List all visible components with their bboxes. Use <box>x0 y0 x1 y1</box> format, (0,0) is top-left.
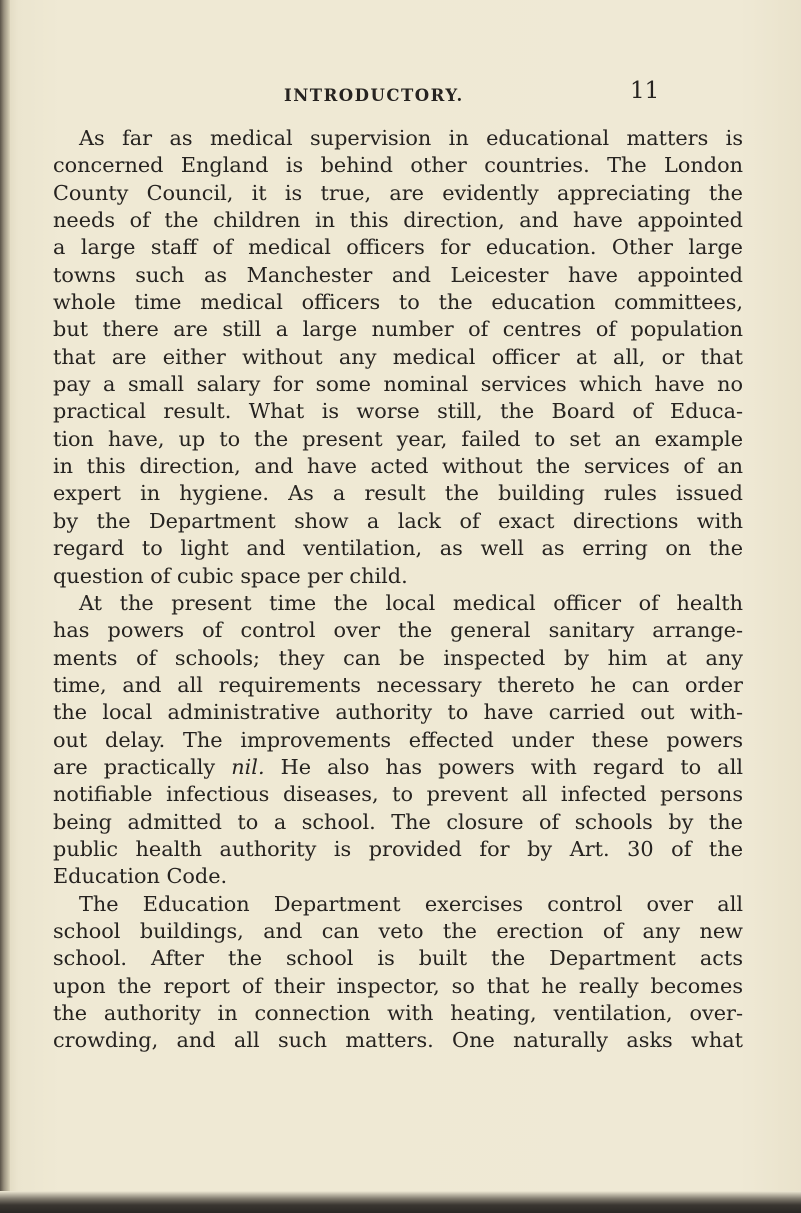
text-line: regard to light and ventilation, as well as erring on the <box>53 536 743 561</box>
text-line: expert in hygiene. As a result the building rules issued <box>53 481 743 506</box>
text-line: the local administrative authority to have carried out with- <box>53 700 743 725</box>
page-number: 11 <box>630 78 660 104</box>
text-line: practical result. What is worse still, the Board of Educa- <box>53 399 743 424</box>
text-line: At the present time the local medical officer of health <box>79 590 743 615</box>
text-line: that are either without any medical officer at all, or that <box>53 344 743 369</box>
text-line: school buildings, and can veto the erection of any new <box>53 918 743 943</box>
text-line: ments of schools; they can be inspected by him at any <box>53 645 743 670</box>
text-line: a large staff of medical officers for education. Other large <box>53 235 743 260</box>
text-line: pay a small salary for some nominal services which have no <box>53 372 743 397</box>
text-line: in this direction, and have acted without the services of an <box>53 454 743 479</box>
text-line: notifiable infectious diseases, to prevent all infected persons <box>53 782 743 807</box>
text-line: but there are still a large number of centres of population <box>53 317 743 342</box>
text-line: As far as medical supervision in educational matters is <box>79 126 743 150</box>
text-line: has powers of control over the general sanitary arrange- <box>53 618 743 643</box>
text-line: question of cubic space per child. <box>53 563 408 588</box>
text-line: time, and all requirements necessary thereto he can order <box>53 672 743 697</box>
text-line: The Education Department exercises control over all <box>79 891 743 916</box>
text-line: being admitted to a school. The closure of schools by the <box>53 809 743 834</box>
text-line: public health authority is provided for by Art. 30 of the <box>53 836 743 861</box>
text-line: upon the report of their inspector, so that he really becomes <box>53 973 743 998</box>
text-line: towns such as Manchester and Leicester have appointed <box>53 262 743 287</box>
text-line: crowding, and all such matters. One naturally asks what <box>53 1028 743 1053</box>
text-line: whole time medical officers to the education committees, <box>53 290 743 315</box>
body-text <box>53 125 743 1055</box>
text-line: needs of the children in this direction, and have appointed <box>53 208 743 233</box>
text-line: are practically nil. He also has powers with regard to all <box>53 754 743 779</box>
text-line: Education Code. <box>53 864 228 889</box>
text-line: tion have, up to the present year, failed to set an example <box>53 426 743 451</box>
text-line: County Council, it is true, are evidently appreciating the <box>53 180 743 205</box>
text-line: the authority in connection with heating, ventilation, over- <box>53 1001 743 1025</box>
text-line: school. After the school is built the Department acts <box>53 946 743 971</box>
italic-word: nil. <box>231 754 265 779</box>
text-line: by the Department show a lack of exact directions with <box>53 508 743 533</box>
running-head-title: INTRODUCTORY. <box>284 86 464 105</box>
book-spine-shadow <box>0 0 10 1213</box>
text-line: concerned England is behind other countries. The London <box>53 153 743 178</box>
page-bottom-edge <box>0 1191 801 1213</box>
text-line: out delay. The improvements effected under these powers <box>53 727 743 752</box>
